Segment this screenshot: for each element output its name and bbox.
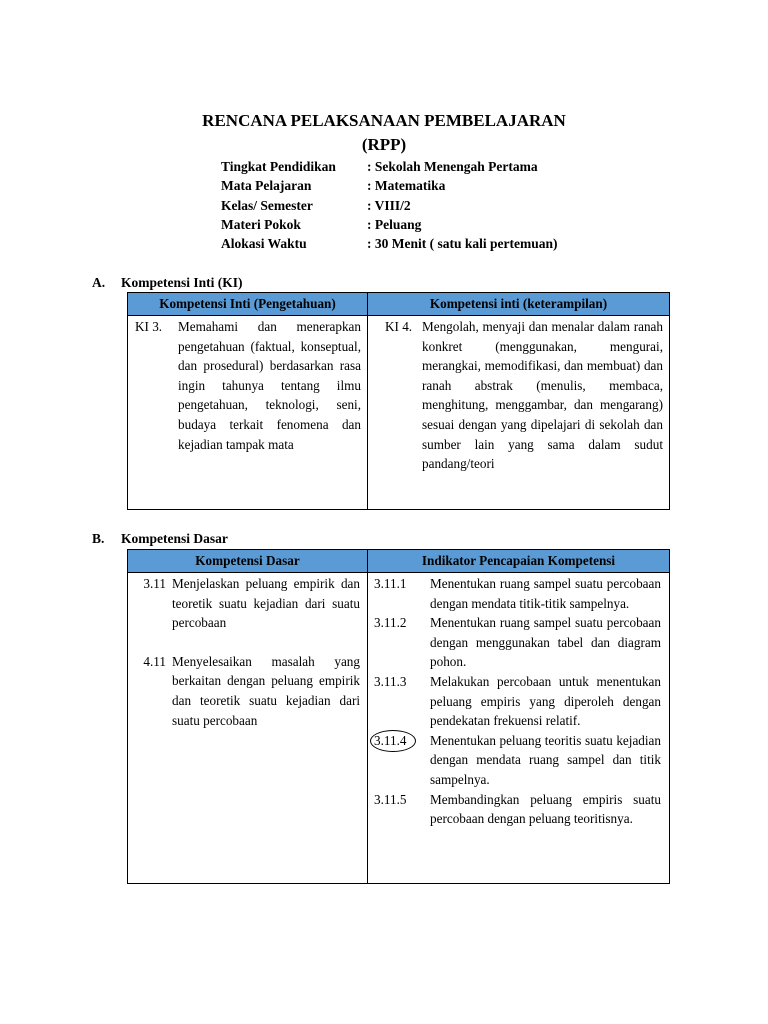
kd-number: 3.11	[143, 576, 166, 591]
section-title: Kompetensi Inti (KI)	[121, 275, 243, 290]
ki-text: Memahami dan menerapkan pengetahuan (faktual, konseptual, dan prosedural) berdasarkan rasa ingin tahunya tentang ilmu pengetahuan, teknologi, seni, budaya terkait fenomena dan kejadian tampak mata	[178, 319, 361, 452]
kd-header: Kompetensi Dasar	[128, 550, 368, 573]
ki-number: KI 4.	[385, 319, 413, 334]
document-subtitle: (RPP)	[361, 135, 407, 154]
section-letter: A.	[92, 275, 106, 290]
meta-label: Kelas/ Semester	[221, 197, 313, 213]
kd-cell	[128, 573, 368, 884]
indicator-text: Melakukan percobaan untuk menentukan peluang empiris yang diperoleh dengan pendekatan frekuensi relatif.	[430, 673, 661, 729]
indicator-number: 3.11.5	[374, 791, 407, 807]
section-letter: B.	[92, 531, 105, 546]
kd-number: 4.11	[143, 653, 166, 669]
indicator-item	[368, 672, 669, 731]
document-title: RENCANA PELAKSANAAN PEMBELAJARAN	[202, 111, 566, 130]
indicator-item	[368, 613, 669, 672]
meta-row-time	[221, 234, 557, 253]
ki-table	[127, 292, 670, 510]
meta-value: : 30 Menit ( satu kali pertemuan)	[367, 236, 558, 252]
kd-item	[128, 573, 367, 633]
section-a-heading	[92, 274, 243, 292]
indicator-text: Menentukan ruang sampel suatu percobaan dengan menggunakan tabel dan diagram pohon.	[430, 615, 661, 670]
meta-value: : Peluang	[367, 216, 422, 232]
indicator-number-circled: 3.11.4	[368, 731, 430, 790]
meta-row-topic	[221, 215, 557, 234]
meta-row-subject	[221, 176, 557, 195]
meta-label: Mata Pelajaran	[221, 178, 312, 194]
indicator-text: Menentukan ruang sampel suatu percobaan dengan mendata titik-titik sampelnya.	[430, 576, 661, 611]
indicator-number: 3.11.2	[374, 615, 407, 631]
section-b-heading	[92, 530, 228, 548]
indicator-header: Indikator Pencapaian Kompetensi	[368, 550, 670, 573]
indicator-item	[368, 573, 669, 613]
meta-row-level	[221, 157, 557, 176]
meta-label: Tingkat Pendidikan	[221, 159, 336, 174]
indicator-number: 3.11.3	[374, 673, 407, 689]
meta-row-class	[221, 196, 557, 215]
ki-cell-skills	[368, 316, 670, 510]
meta-value: : Matematika	[367, 178, 446, 194]
meta-label: Materi Pokok	[221, 216, 301, 232]
kd-table	[127, 549, 670, 884]
ki-cell-knowledge	[128, 316, 368, 510]
indicator-text: Menentukan peluang teoritis suatu kejadian dengan mendata ruang sampel dan titik sampelnya.	[430, 732, 661, 787]
meta-value: : Sekolah Menengah Pertama	[367, 159, 538, 174]
indicator-item	[368, 731, 669, 790]
indicator-item	[368, 790, 669, 829]
kd-item	[128, 652, 367, 730]
ki-header-knowledge: Kompetensi Inti (Pengetahuan)	[128, 293, 368, 316]
indicator-cell	[368, 573, 670, 884]
indicator-number: 3.11.1	[374, 576, 407, 591]
meta-label: Alokasi Waktu	[221, 236, 307, 252]
section-title: Kompetensi Dasar	[121, 531, 228, 546]
ki-header-skills: Kompetensi inti (keterampilan)	[368, 293, 670, 316]
indicator-text: Membandingkan peluang empiris suatu percobaan dengan peluang teoritisnya.	[430, 791, 661, 827]
meta-block	[221, 157, 557, 253]
ki-text: Mengolah, menyaji dan menalar dalam ranah konkret (menggunakan, mengurai, merangkai, memodifikasi, dan membuat) dan ranah abstrak (menulis, membaca, menghitung, menggambar, dan mengarang) sesuai dengan yang dipelajari di sekolah dan sumber lain yang sama dalam sudut pandang/teori	[422, 319, 663, 472]
kd-text: Menyelesaikan masalah yang berkaitan dengan peluang empirik dan teoretik suatu kejadian dari suatu percobaan	[172, 653, 360, 728]
kd-text: Menjelaskan peluang empirik dan teoretik suatu kejadian dari suatu percobaan	[172, 576, 360, 631]
ki-number: KI 3.	[135, 319, 163, 334]
meta-value: : VIII/2	[367, 197, 411, 213]
